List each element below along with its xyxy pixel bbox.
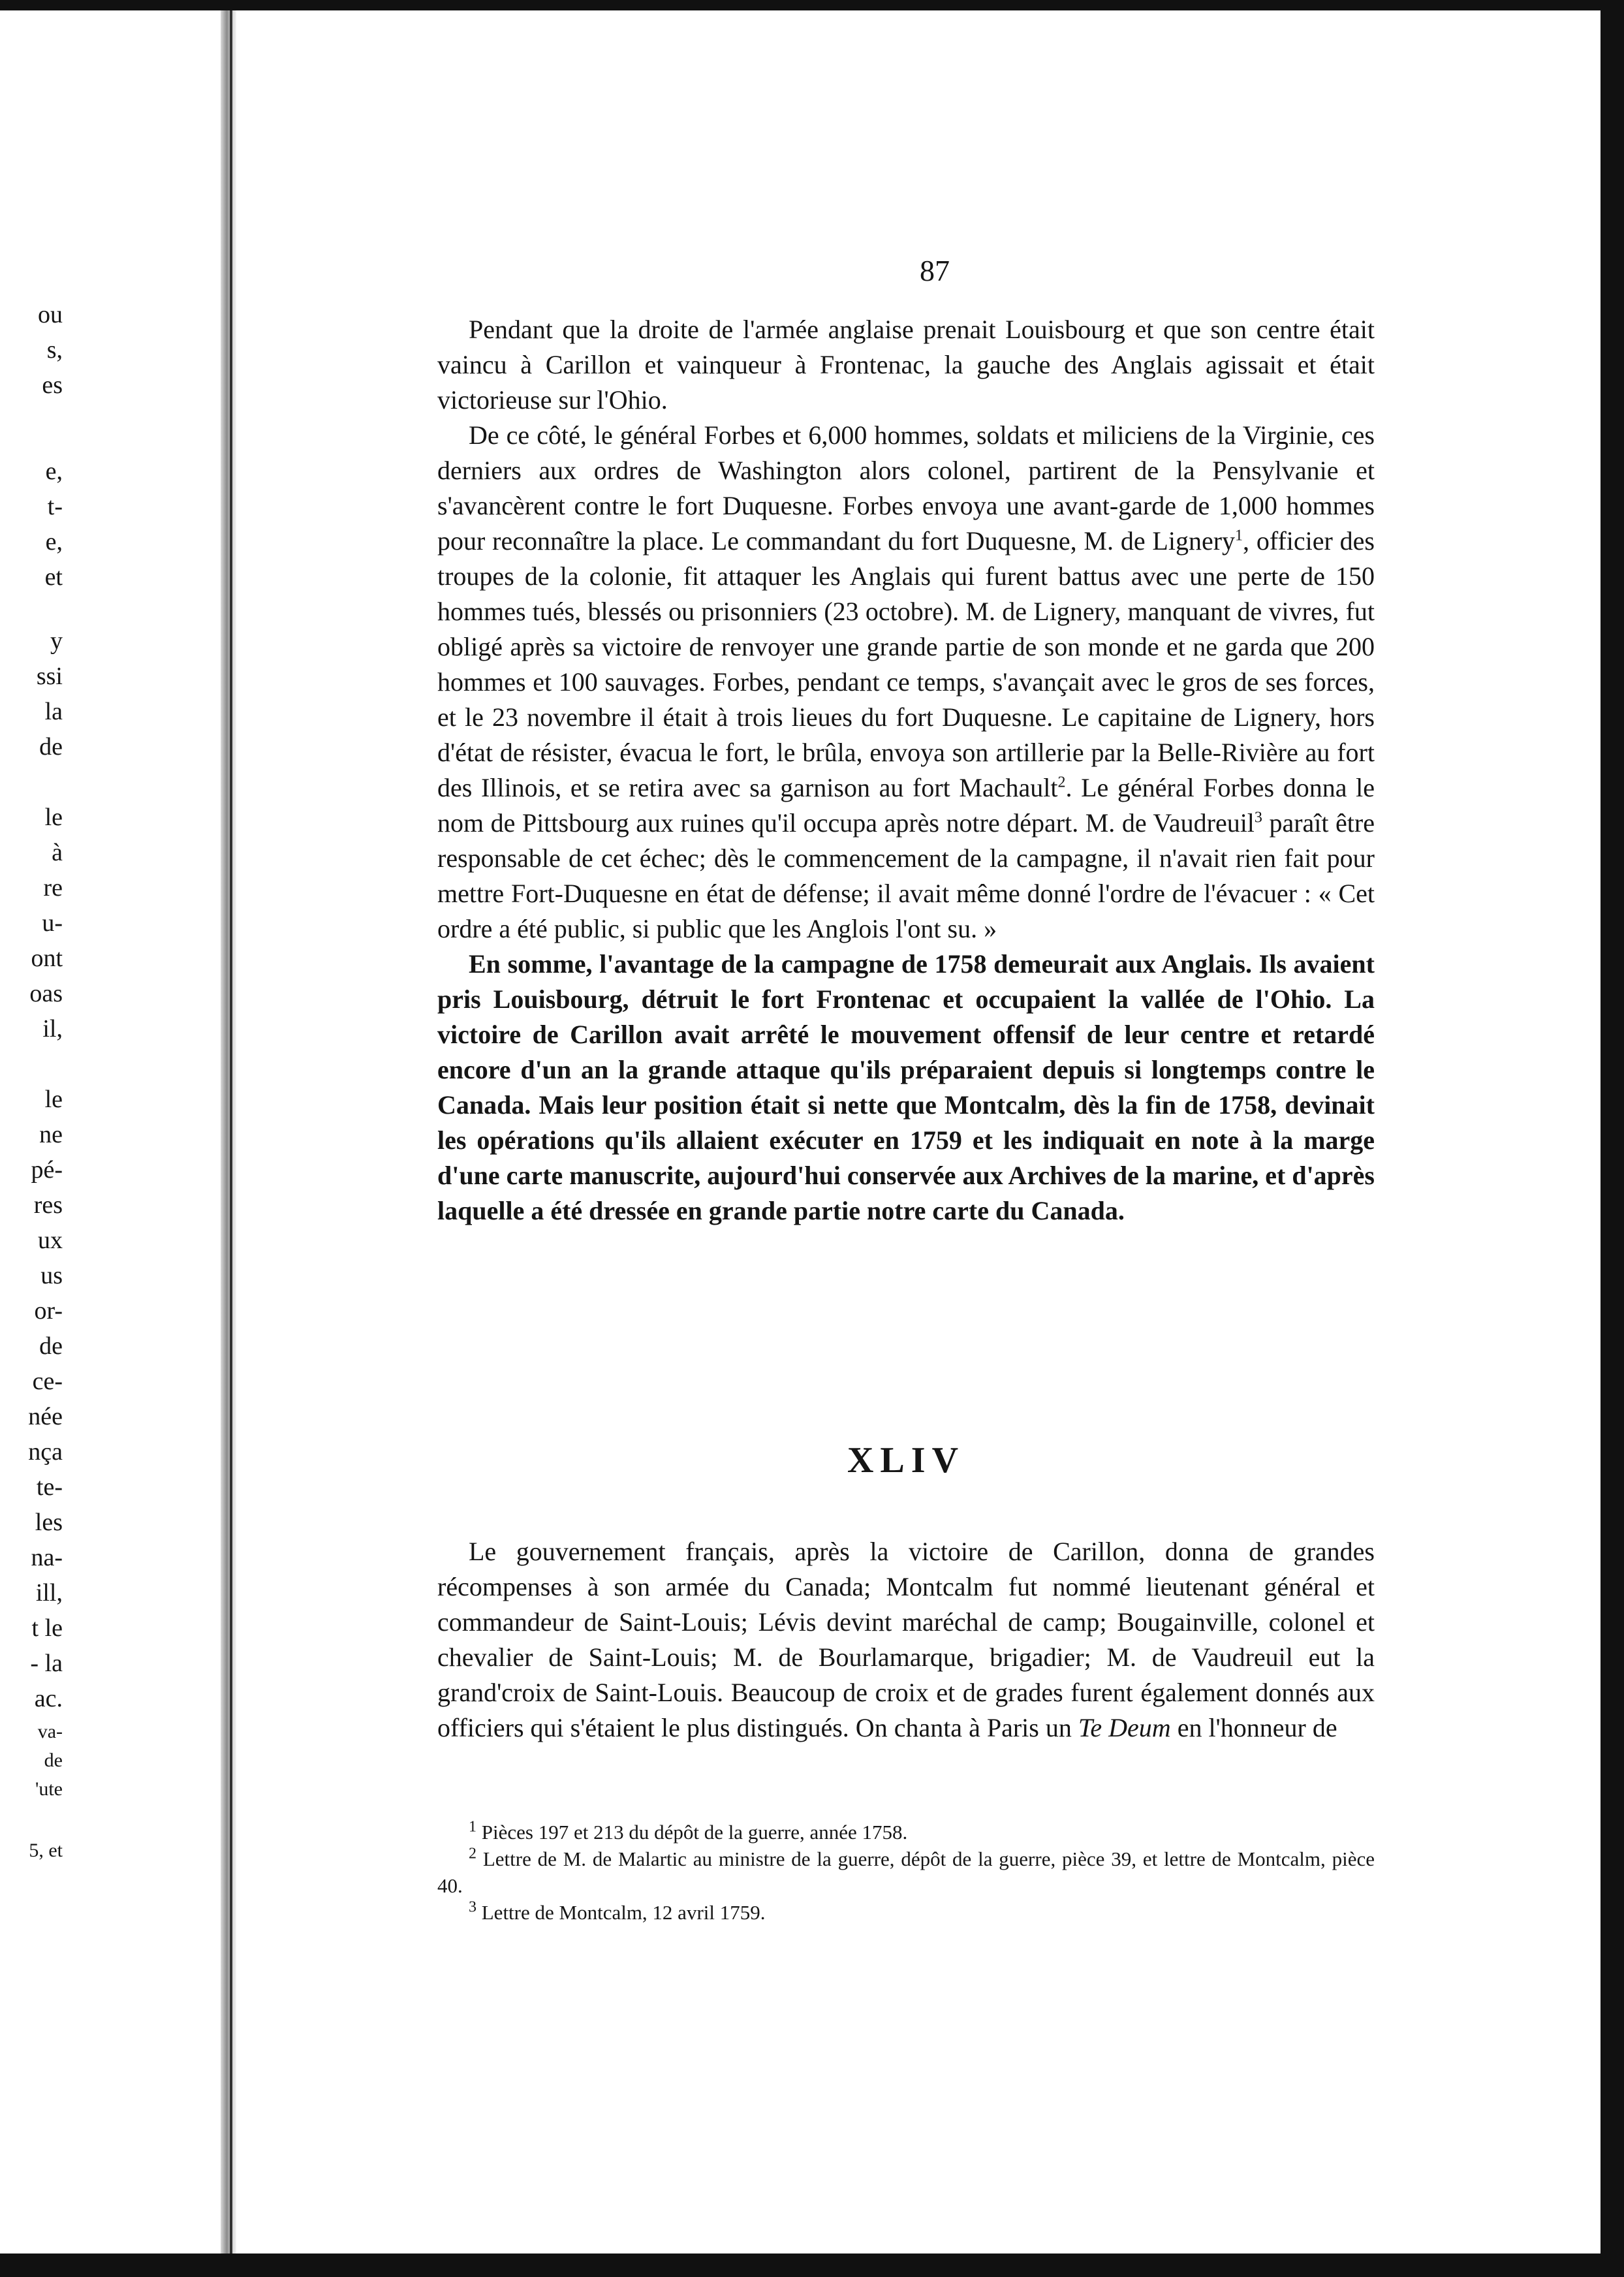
- footnote: [437, 1819, 1375, 1845]
- left-fragment: y: [50, 627, 63, 655]
- left-fragment: ill,: [35, 1579, 63, 1607]
- scan-right-margin: [1587, 10, 1601, 2253]
- left-fragment: t-: [47, 493, 63, 520]
- paragraph: Pendant que la droite de l'armée anglaise prenait Louisbourg et que son centre était vaincu à Carillon et vainqueur à Frontenac, la gauche des Anglais agissait et était victorieuse sur l'Ohio.: [437, 315, 1375, 415]
- left-fragment: na-: [31, 1544, 63, 1571]
- paragraph: En somme, l'avantage de la campagne de 1758 demeurait aux Anglais. Ils avaient pris Louisbourg, détruit le fort Frontenac et occupaient la vallée de l'Ohio. La victoire de Carillon avait arrêté le mouvement offensif de leur centre et retardé encore d'un an la grande attaque qu'ils préparaient depuis si longtemps contre le Canada. Mais leur position était si nette que Montcalm, dès la fin de 1758, devinait les opérations qu'ils allaient exécuter en 1759 et les indiquait en note à la marge d'une carte manuscrite, aujourd'hui conservée aux Archives de la marine, et d'après laquelle a été dressée en grande partie notre carte du Canada.: [437, 949, 1375, 1225]
- left-fragment: - la: [30, 1650, 63, 1677]
- paragraph-part: , officier des troupes de la colonie, fit attaquer les Anglais qui furent battus avec une perte de 150 hommes tués, blessés ou prisonniers (23 octobre). M. de Lignery, manquant de vivres, fut obligé après sa victoire de renvoyer une grande partie de son monde et ne garda que 200 hommes et 100 sauvages. Forbes, pendant ce temps, s'avançait avec le gros de ses forces, et le 23 novembre il était à trois lieues du fort Duquesne. Le capitaine de Lignery, hors d'état de résister, évacua le fort, le brûla, envoya son artillerie par la Belle-Rivière au fort des Illinois, et se retira avec sa garnison au fort Machault: [437, 526, 1375, 802]
- left-fragment: e,: [45, 528, 63, 556]
- left-fragment: nça: [28, 1438, 63, 1466]
- left-fragment: les: [35, 1509, 63, 1536]
- note-ref: 2: [1057, 774, 1066, 791]
- paragraph-part: Le gouvernement français, après la victoire de Carillon, donna de grandes récompenses à son armée du Canada; Montcalm fut nommé lieutenant général et commandeur de Saint-Louis; Lévis devint maréchal de camp; Bougainville, colonel et chevalier de Saint-Louis; M. de Bourlamarque, brigadier; M. de Vaudreuil eut la grand'croix de Saint-Louis. Beaucoup de croix et de grades furent également donnés aux officiers qui s'étaient le plus distingués. On chanta à Paris un: [437, 1537, 1375, 1742]
- left-fragment: il,: [42, 1015, 63, 1043]
- left-fragment: u-: [42, 909, 63, 937]
- left-fragment: t le: [31, 1614, 63, 1642]
- left-fragment: ssi: [36, 663, 63, 690]
- footnote: [437, 1899, 1375, 1926]
- left-fragment: us: [40, 1262, 63, 1289]
- left-fragment: ce-: [32, 1368, 63, 1395]
- left-fragment: res: [33, 1191, 63, 1219]
- left-fragment: es: [42, 371, 63, 399]
- left-fragment: née: [28, 1403, 63, 1430]
- left-fragment: de: [39, 1332, 63, 1360]
- footnote-text: Lettre de M. de Malartic au ministre de la guerre, dépôt de la guerre, pièce 39, et lettre de Montcalm, pièce 40.: [437, 1847, 1375, 1897]
- footnote-mark: 2: [469, 1845, 476, 1862]
- paragraph-part: . Le général Forbes donna le nom de Pittsbourg aux ruines qu'il occupa après notre départ. M. de Vaudreuil: [437, 773, 1375, 838]
- left-fragment: et: [44, 563, 63, 591]
- left-fragment: re: [43, 874, 63, 902]
- footnote-text: Pièces 197 et 213 du dépôt de la guerre, année 1758.: [481, 1821, 908, 1844]
- left-fragment: e,: [45, 458, 63, 485]
- left-fragment: de: [39, 733, 63, 761]
- left-fragment: de: [44, 1750, 63, 1771]
- footnote-text: Lettre de Montcalm, 12 avril 1759.: [481, 1901, 766, 1924]
- left-fragment: le: [44, 1086, 63, 1113]
- body-text-bottom: [437, 1534, 1375, 1746]
- left-fragment: ux: [38, 1227, 63, 1254]
- book-gutter: [221, 10, 236, 2253]
- scan-right-border: [1601, 0, 1624, 2277]
- left-fragment: va-: [37, 1721, 63, 1742]
- paragraph-part: en l'honneur de: [1177, 1713, 1337, 1742]
- note-ref: 3: [1254, 809, 1262, 826]
- left-fragment: la: [44, 698, 63, 725]
- page-number: 87: [920, 254, 950, 287]
- left-fragment: ou: [38, 301, 63, 328]
- scan-top-border: [0, 0, 1624, 10]
- left-fragment: ont: [31, 945, 63, 972]
- paragraph-part: paraît être responsable de cet échec; dès le commencement de la campagne, il n'avait rien fait pour mettre Fort-Duquesne en état de défense; il avait même donné l'ordre de l'évacuer : « Cet ordre a été public, si public que les Anglois l'ont su. »: [437, 808, 1375, 943]
- footnotes: [437, 1819, 1375, 1926]
- left-fragment: ac.: [34, 1685, 63, 1712]
- left-fragment: oas: [29, 980, 63, 1007]
- left-fragment: s,: [46, 336, 63, 364]
- left-fragment: 5, et: [29, 1840, 63, 1861]
- body-text-top: [437, 312, 1375, 1229]
- left-fragment: te-: [36, 1473, 63, 1501]
- left-fragment: à: [52, 839, 63, 866]
- paragraph: [437, 1534, 1375, 1746]
- footnote-mark: 1: [469, 1818, 476, 1836]
- paragraph-part: De ce côté, le général Forbes et 6,000 hommes, soldats et miliciens de la Virginie, ces derniers aux ordres de Washington alors colonel, partirent de la Pensylvanie et s'avancèrent contre le fort Duquesne. Forbes envoya une avant-garde de 1,000 hommes pour reconnaître la place. Le commandant du fort Duquesne, M. de Lignery: [437, 420, 1375, 556]
- left-fragment: le: [44, 804, 63, 831]
- footnote: [437, 1845, 1375, 1899]
- left-fragment: pé-: [31, 1156, 63, 1184]
- italic-phrase: Te Deum: [1078, 1713, 1171, 1742]
- scan-bottom-border: [0, 2253, 1624, 2277]
- section-heading: XLIV: [847, 1440, 965, 1481]
- footnote-mark: 3: [469, 1898, 476, 1916]
- left-fragment: 'ute: [35, 1778, 63, 1800]
- note-ref: 1: [1235, 527, 1243, 544]
- paragraph: [437, 418, 1375, 947]
- left-fragment: ne: [39, 1121, 63, 1148]
- gutter-line: [230, 10, 232, 2253]
- left-fragment: or-: [34, 1297, 63, 1325]
